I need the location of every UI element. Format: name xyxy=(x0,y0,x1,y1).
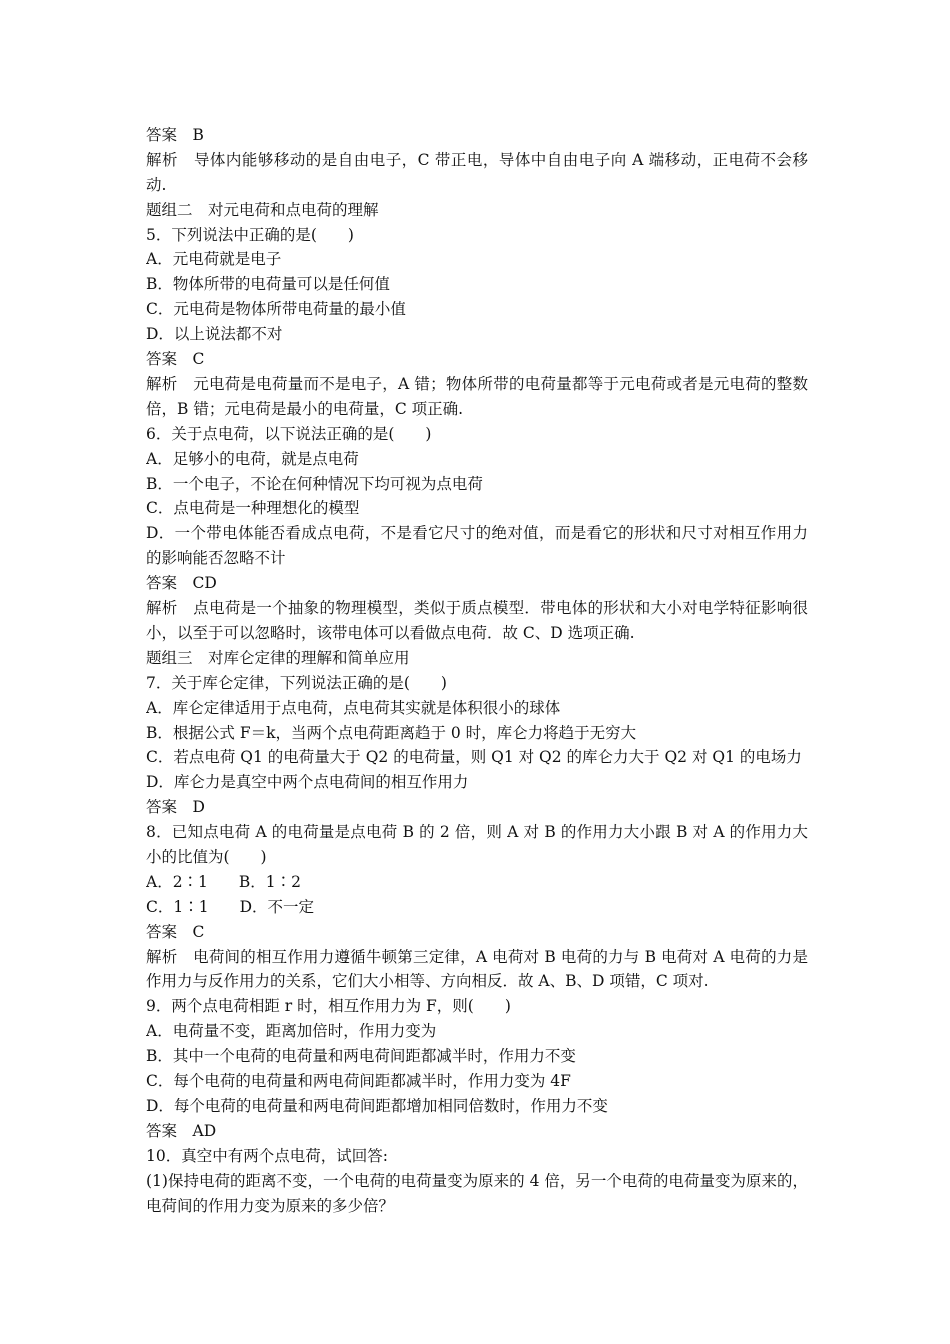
question-9-option-a: A．电荷量不变，距离加倍时，作用力变为 xyxy=(146,1022,437,1041)
question-7-option-c: C．若点电荷 Q1 的电荷量大于 Q2 的电荷量，则 Q1 对 Q2 的库仑力大于 Q2 对 Q1 的电场力 xyxy=(146,748,802,767)
question-9-stem: 9．两个点电荷相距 r 时，相互作用力为 F，则( ) xyxy=(146,997,511,1016)
question-5-answer: 答案 C xyxy=(146,350,205,369)
document-page xyxy=(146,123,808,1218)
question-8-options-ab: A．2∶1 B．1∶2 xyxy=(146,872,302,891)
question-7-option-b: B．根据公式 F＝k，当两个点电荷距离趋于 0 时，库仑力将趋于无穷大 xyxy=(146,723,637,742)
question-5-option-b: B．物体所带的电荷量可以是任何值 xyxy=(146,275,390,294)
question-6-answer: 答案 CD xyxy=(146,574,217,593)
section-heading: 题组二 对元电荷和点电荷的理解 xyxy=(146,200,379,219)
question-6-option-b: B．一个电子，不论在何种情况下均可视为点电荷 xyxy=(146,474,483,493)
question-6-analysis: 解析 点电荷是一个抽象的物理模型，类似于质点模型．带电体的形状和大小对电学特征影响很小，以至于可以忽略时，该带电体可以看做点电荷．故 C、D 选项正确. xyxy=(146,599,808,642)
question-5-option-a: A．元电荷就是电子 xyxy=(146,250,282,269)
question-7-stem: 7．关于库仑定律，下列说法正确的是( ) xyxy=(146,673,447,692)
question-5-option-c: C．元电荷是物体所带电荷量的最小值 xyxy=(146,300,406,319)
question-7-option-d: D．库仑力是真空中两个点电荷间的相互作用力 xyxy=(146,773,469,792)
question-6-option-a: A．足够小的电荷，就是点电荷 xyxy=(146,449,359,468)
section-heading: 题组三 对库仑定律的理解和简单应用 xyxy=(146,648,410,667)
question-6-option-c: C．点电荷是一种理想化的模型 xyxy=(146,499,360,518)
answer-line: 答案 B xyxy=(146,126,204,144)
question-5-analysis: 解析 元电荷是电荷量而不是电子，A 错；物体所带的电荷量都等于元电荷或者是元电荷的整数倍，B 错；元电荷是最小的电荷量，C 项正确. xyxy=(146,374,808,418)
question-9-answer: 答案 AD xyxy=(146,1121,217,1140)
question-8-analysis: 解析 电荷间的相互作用力遵循牛顿第三定律，A 电荷对 B 电荷的力与 B 电荷对 A 电荷的力是作用力与反作用力的关系，它们大小相等、方向相反．故 A、B、D 项错，C 项对. xyxy=(146,947,808,991)
question-10-stem: 10．真空中有两个点电荷，试回答: xyxy=(146,1146,388,1165)
question-5-option-d: D．以上说法都不对 xyxy=(146,325,283,344)
question-8-options-cd: C．1∶1 D．不一定 xyxy=(146,897,315,916)
question-9-option-c: C．每个电荷的电荷量和两电荷间距都减半时，作用力变为 4F xyxy=(146,1072,571,1091)
question-6-stem: 6．关于点电荷，以下说法正确的是( ) xyxy=(146,424,432,443)
analysis-paragraph: 解析 导体内能够移动的是自由电子，C 带正电，导体中自由电子向 A 端移动，正电荷不会移动. xyxy=(146,150,808,194)
question-8-answer: 答案 C xyxy=(146,922,205,941)
question-9-option-b: B．其中一个电荷的电荷量和两电荷间距都减半时，作用力不变 xyxy=(146,1047,576,1066)
question-5-stem: 5．下列说法中正确的是( ) xyxy=(146,225,354,244)
question-9-option-d: D．每个电荷的电荷量和两电荷间距都增加相同倍数时，作用力不变 xyxy=(146,1096,608,1115)
question-8-stem: 8．已知点电荷 A 的电荷量是点电荷 B 的 2 倍，则 A 对 B 的作用力大小跟 B 对 A 的作用力大小的比值为( ) xyxy=(146,823,808,866)
question-7-answer: 答案 D xyxy=(146,798,205,817)
question-7-option-a: A．库仑定律适用于点电荷，点电荷其实就是体积很小的球体 xyxy=(146,698,561,717)
question-10-part-1: (1)保持电荷的距离不变，一个电荷的电荷量变为原来的 4 倍，另一个电荷的电荷量变为原来的，电荷间的作用力变为原来的多少倍？ xyxy=(146,1171,808,1215)
question-6-option-d: D．一个带电体能否看成点电荷，不是看它尺寸的绝对值，而是看它的形状和尺寸对相互作用力的影响能否忽略不计 xyxy=(146,524,808,568)
